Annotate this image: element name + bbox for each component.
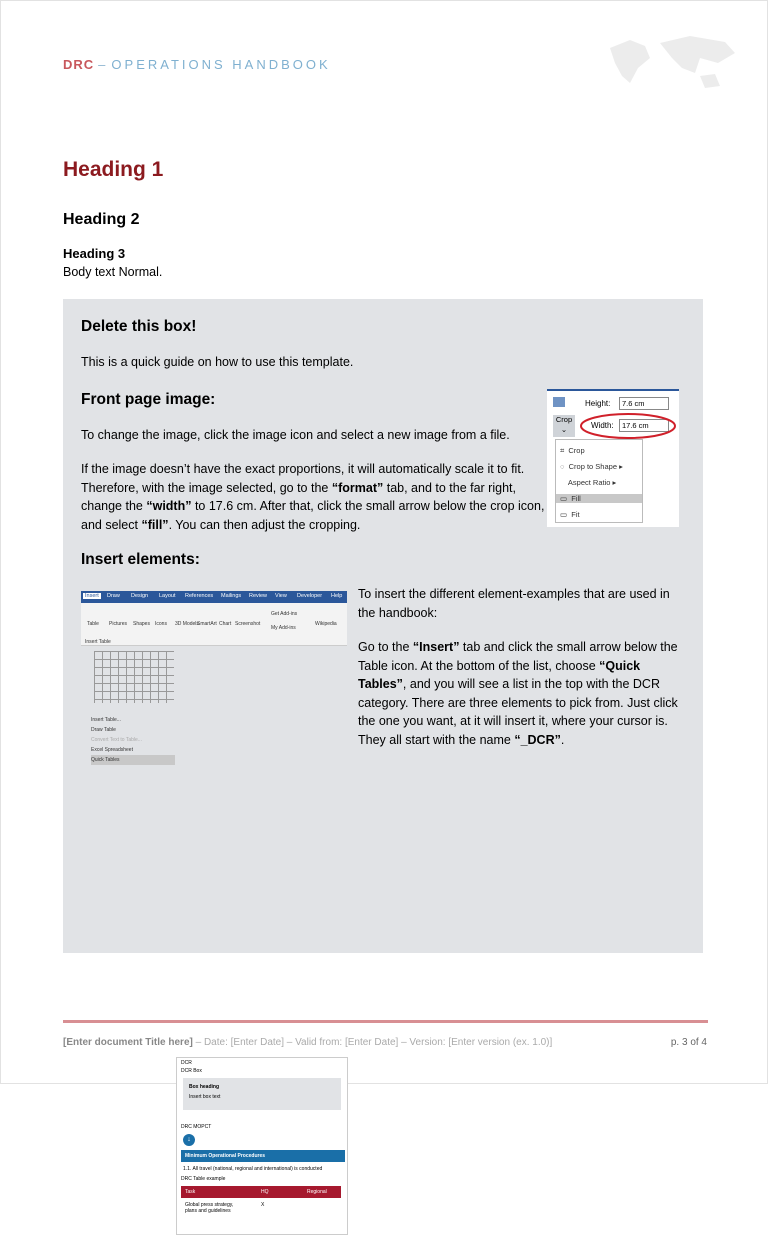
tab-mailings[interactable]: Mailings: [221, 593, 242, 599]
tab-review[interactable]: Review: [249, 593, 268, 599]
header-title: OPERATIONS HANDBOOK: [111, 57, 331, 72]
crop-menu-fit[interactable]: ▭ Fit: [560, 510, 580, 519]
get-addins-button[interactable]: Get Add-ins: [271, 611, 298, 617]
box-intro: This is a quick guide on how to use this template.: [81, 355, 354, 369]
menu-quick-tables[interactable]: Quick Tables: [91, 755, 175, 765]
crop-menu-crop[interactable]: ⌗ Crop: [560, 446, 585, 455]
front-image-p2: If the image doesn’t have the exact proportions, it will automatically scale it to fit. Therefore, with the image selected, go to the “format” tab, and to the far right, change the “width” to 17.6 cm. After that, click the small arrow below the crop icon, and select “fill”. You can then adjust the cropping.: [81, 462, 545, 532]
table-grid[interactable]: [94, 651, 174, 703]
qt-box-preview[interactable]: Box heading Insert box text: [183, 1078, 341, 1110]
height-label: Height:: [585, 399, 611, 408]
tab-developer[interactable]: Developer: [297, 593, 323, 599]
highlight-ellipse: [579, 411, 677, 441]
heading-3: Heading 3: [63, 246, 126, 261]
tab-help[interactable]: Help: [331, 593, 343, 599]
table-menu: [91, 715, 175, 765]
qt-table-label: DRC Table example: [181, 1176, 226, 1182]
ribbon-tabs: [81, 591, 347, 603]
picture-icon: [553, 397, 565, 407]
qt-table-row-task: Global press strategy, plans and guidelines: [185, 1202, 234, 1214]
icons-button[interactable]: Icons: [155, 621, 167, 627]
qt-dcr-label: DCR: [181, 1060, 192, 1066]
crop-menu-aspect[interactable]: Aspect Ratio ▸: [567, 478, 617, 487]
wikipedia-button[interactable]: Wikipedia: [315, 621, 337, 627]
ribbon-body: [81, 603, 347, 646]
menu-insert-table[interactable]: Insert Table...: [91, 717, 121, 723]
insert-p2: Go to the “Insert” tab and click the small arrow below the Table icon. At the bottom of the list, choose “Quick Tables”, and you will see a list in the top with the DCR category. There are three elements to pick from. Just click the one you want, at it will insert it, where your cursor is. They all start with the name “_DCR”.: [358, 640, 678, 747]
pictures-button[interactable]: Pictures: [109, 621, 128, 627]
tab-references[interactable]: References: [185, 593, 214, 599]
insert-ribbon-screenshot: [81, 591, 347, 1231]
crop-menu-fill[interactable]: ▭ Fill: [556, 494, 642, 503]
crop-menu-shape[interactable]: ◌ Crop to Shape ▸: [560, 462, 623, 471]
heading-2: Heading 2: [63, 211, 140, 228]
smartart-button[interactable]: SmartArt: [197, 621, 217, 627]
3d-models-button[interactable]: 3D Models: [175, 621, 199, 627]
header-dash: –: [98, 57, 108, 72]
table-button[interactable]: Table: [87, 621, 99, 627]
running-header: [63, 57, 331, 72]
section-front-image-heading: Front page image:: [81, 391, 216, 408]
menu-draw-table[interactable]: Draw Table: [91, 727, 116, 733]
qt-table-header[interactable]: Task HQ Regional: [181, 1186, 341, 1198]
world-map-watermark: [600, 28, 740, 98]
qt-mopct-row: 1.1. All travel (national, regional and international) is conducted: [183, 1166, 323, 1172]
tab-insert[interactable]: Insert: [85, 593, 99, 599]
qt-mopct-header[interactable]: Minimum Operational Procedures: [181, 1150, 345, 1162]
footer-text: [Enter document Title here] – Date: [Enter Date] – Valid from: [Enter Date] – Version: [Enter version (ex. 1.0)]: [63, 1037, 553, 1048]
crop-menu: [555, 439, 643, 523]
header-brand: DRC: [63, 57, 95, 72]
chart-button[interactable]: Chart: [219, 621, 232, 627]
body-normal: Body text Normal.: [63, 265, 163, 279]
section-insert-heading: Insert elements:: [81, 551, 200, 568]
insert-table-label: Insert Table: [85, 639, 111, 645]
download-icon: ↓: [183, 1134, 195, 1146]
height-input[interactable]: 7.6 cm: [619, 397, 669, 410]
qt-table-row-hq: X: [261, 1202, 265, 1208]
insert-p1: To insert the different element-examples that are used in the handbook:: [358, 587, 670, 620]
tab-view[interactable]: View: [275, 593, 287, 599]
footer-rule: [63, 1020, 708, 1023]
qt-box-label: DCR Box: [181, 1068, 202, 1074]
width-input[interactable]: 17.6 cm: [619, 419, 669, 432]
page-number: p. 3 of 4: [670, 1037, 707, 1048]
box-heading: Delete this box!: [81, 318, 197, 335]
front-image-p1: To change the image, click the image icon and select a new image from a file.: [81, 428, 510, 442]
menu-excel-spreadsheet[interactable]: Excel Spreadsheet: [91, 747, 133, 753]
qt-mopct-label: DRC MOPCT: [181, 1124, 212, 1130]
crop-screenshot: [547, 389, 679, 527]
my-addins-button[interactable]: My Add-ins: [271, 625, 296, 631]
tab-layout[interactable]: Layout: [159, 593, 176, 599]
menu-convert-text: Convert Text to Table...: [91, 737, 142, 743]
tab-draw[interactable]: Draw: [107, 593, 120, 599]
screenshot-button[interactable]: Screenshot: [235, 621, 261, 627]
width-label: Width:: [591, 421, 614, 430]
heading-1: Heading 1: [63, 158, 164, 181]
crop-button[interactable]: Crop ⌄: [553, 415, 575, 437]
tab-design[interactable]: Design: [131, 593, 149, 599]
shapes-button[interactable]: Shapes: [133, 621, 150, 627]
